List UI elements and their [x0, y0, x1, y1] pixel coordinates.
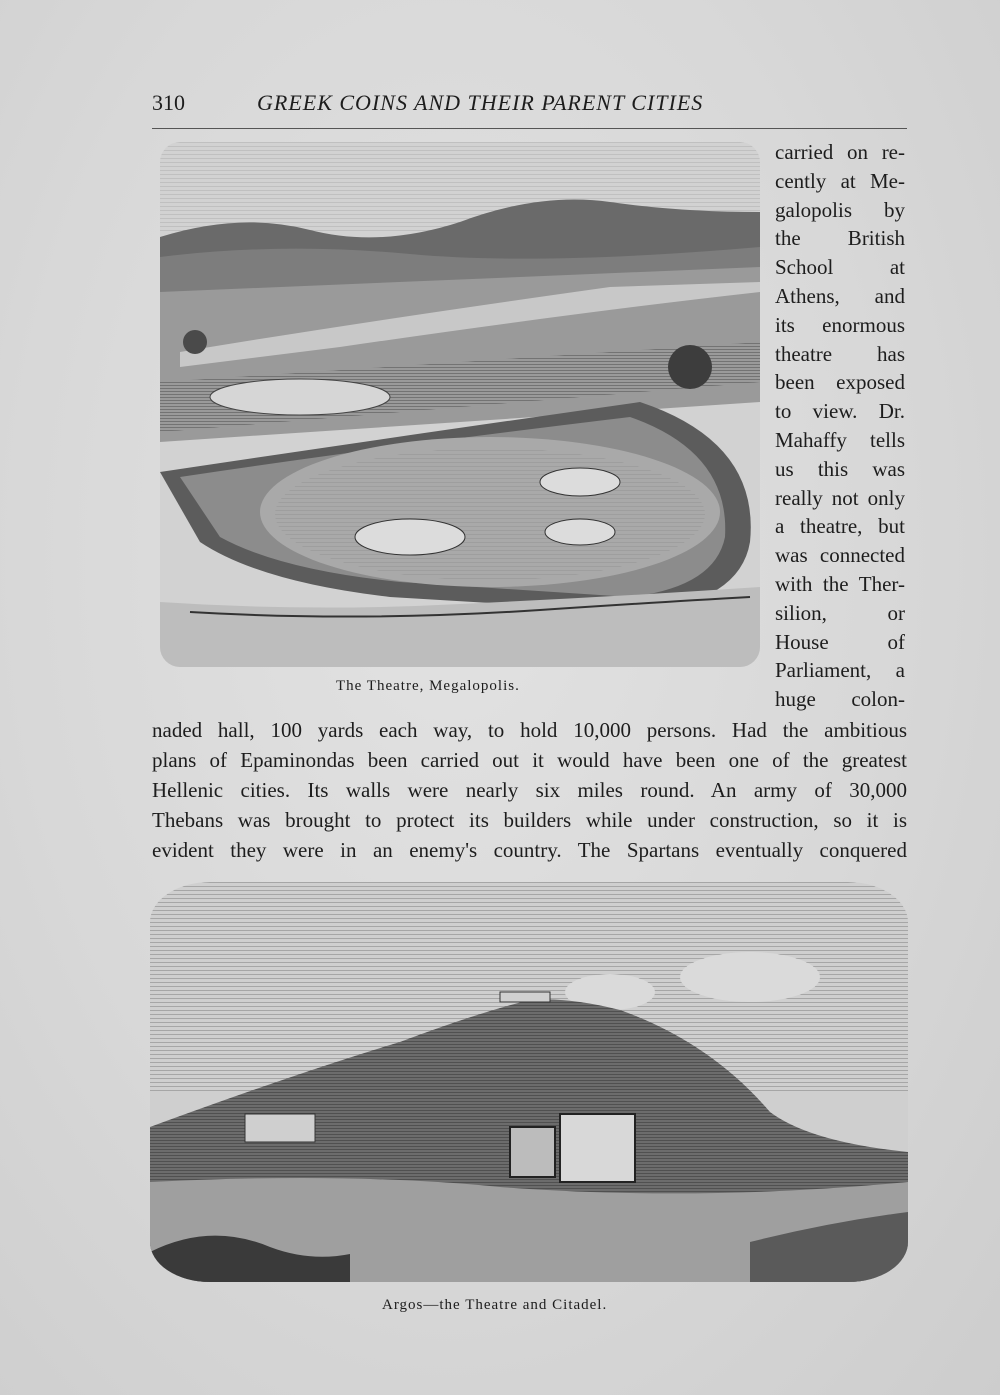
page-header [152, 90, 907, 124]
side-text-line: School at [775, 255, 905, 280]
body-paragraph [152, 715, 907, 865]
megalopolis-theatre-engraving [160, 142, 760, 667]
side-text-line: silion, or [775, 600, 905, 625]
side-text-column [775, 138, 905, 714]
side-text-line: its enormous [775, 312, 905, 337]
side-text-line: theatre has [775, 341, 905, 366]
running-title: GREEK COINS AND THEIR PARENT CITIES [257, 90, 704, 115]
header-rule [152, 128, 907, 129]
side-text-line: a theatre, but [775, 514, 905, 539]
side-text-line: Athens, and [775, 283, 905, 308]
side-text-line: to view. Dr. [775, 399, 905, 424]
body-text-line: Thebans was brought to protect its builders while under construction, so it is [152, 808, 907, 832]
side-text-line: been exposed [775, 370, 905, 395]
body-text-line: naded hall, 100 yards each way, to hold 10,000 persons. Had the ambitious [152, 718, 907, 742]
side-text-line: really not only [775, 485, 905, 510]
page-number: 310 [152, 90, 185, 115]
side-text-line: carried on re- [775, 140, 905, 164]
side-text-line: huge colon- [775, 687, 905, 712]
body-text-line: evident they were in an enemy's country. The Spartans eventually conquered [152, 838, 907, 862]
side-text-line: Parliament, a [775, 658, 905, 683]
side-text-line: the British [775, 226, 905, 251]
side-text-line: galopolis by [775, 197, 905, 222]
side-text-line: Mahaffy tells [775, 427, 905, 452]
side-text-line: House of [775, 629, 905, 654]
body-text-line: plans of Epaminondas been carried out it would have been one of the greatest [152, 748, 907, 772]
side-text-line: cently at Me- [775, 168, 905, 193]
figure-caption-argos: Argos—the Theatre and Citadel. [382, 1297, 608, 1313]
figure-caption-megalopolis: The Theatre, Megalopolis. [336, 678, 520, 694]
side-text-line: with the Ther- [775, 571, 905, 596]
side-text-line: us this was [775, 456, 905, 481]
argos-theatre-citadel-engraving [150, 882, 908, 1282]
body-text-line: Hellenic cities. Its walls were nearly six miles round. An army of 30,000 [152, 778, 907, 802]
side-text-line: was connected [775, 543, 905, 568]
